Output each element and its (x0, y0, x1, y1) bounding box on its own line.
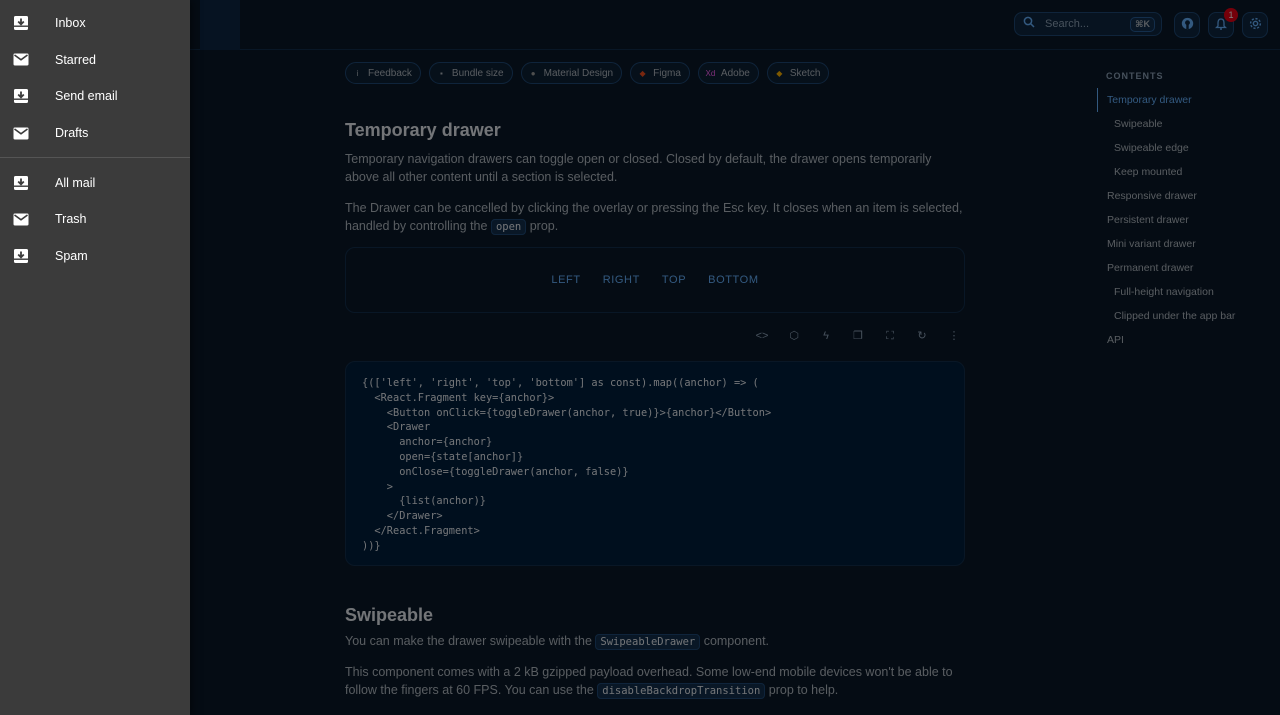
drawer-list-primary (0, 0, 190, 151)
drawer-item-label: Drafts (55, 126, 89, 141)
temporary-drawer (0, 0, 190, 715)
drawer-item-starred[interactable] (0, 42, 190, 79)
mail-icon (12, 124, 30, 142)
drawer-divider (0, 157, 190, 158)
inbox-icon (12, 247, 30, 265)
drawer-item-label: All mail (55, 175, 96, 190)
inbox-icon (12, 14, 30, 32)
drawer-item-send-email[interactable] (0, 78, 190, 115)
drawer-item-drafts[interactable] (0, 115, 190, 152)
mail-icon (12, 210, 30, 228)
inbox-icon (12, 87, 30, 105)
drawer-item-trash[interactable] (0, 201, 190, 238)
inbox-icon (12, 174, 30, 192)
drawer-item-spam[interactable] (0, 238, 190, 275)
drawer-item-label: Send email (55, 89, 118, 104)
drawer-item-all-mail[interactable] (0, 164, 190, 201)
drawer-item-label: Spam (55, 248, 88, 263)
drawer-item-inbox[interactable] (0, 5, 190, 42)
drawer-item-label: Starred (55, 52, 96, 67)
mail-icon (12, 51, 30, 69)
drawer-item-label: Trash (55, 212, 87, 227)
drawer-list-secondary (0, 164, 190, 274)
drawer-item-label: Inbox (55, 16, 86, 31)
